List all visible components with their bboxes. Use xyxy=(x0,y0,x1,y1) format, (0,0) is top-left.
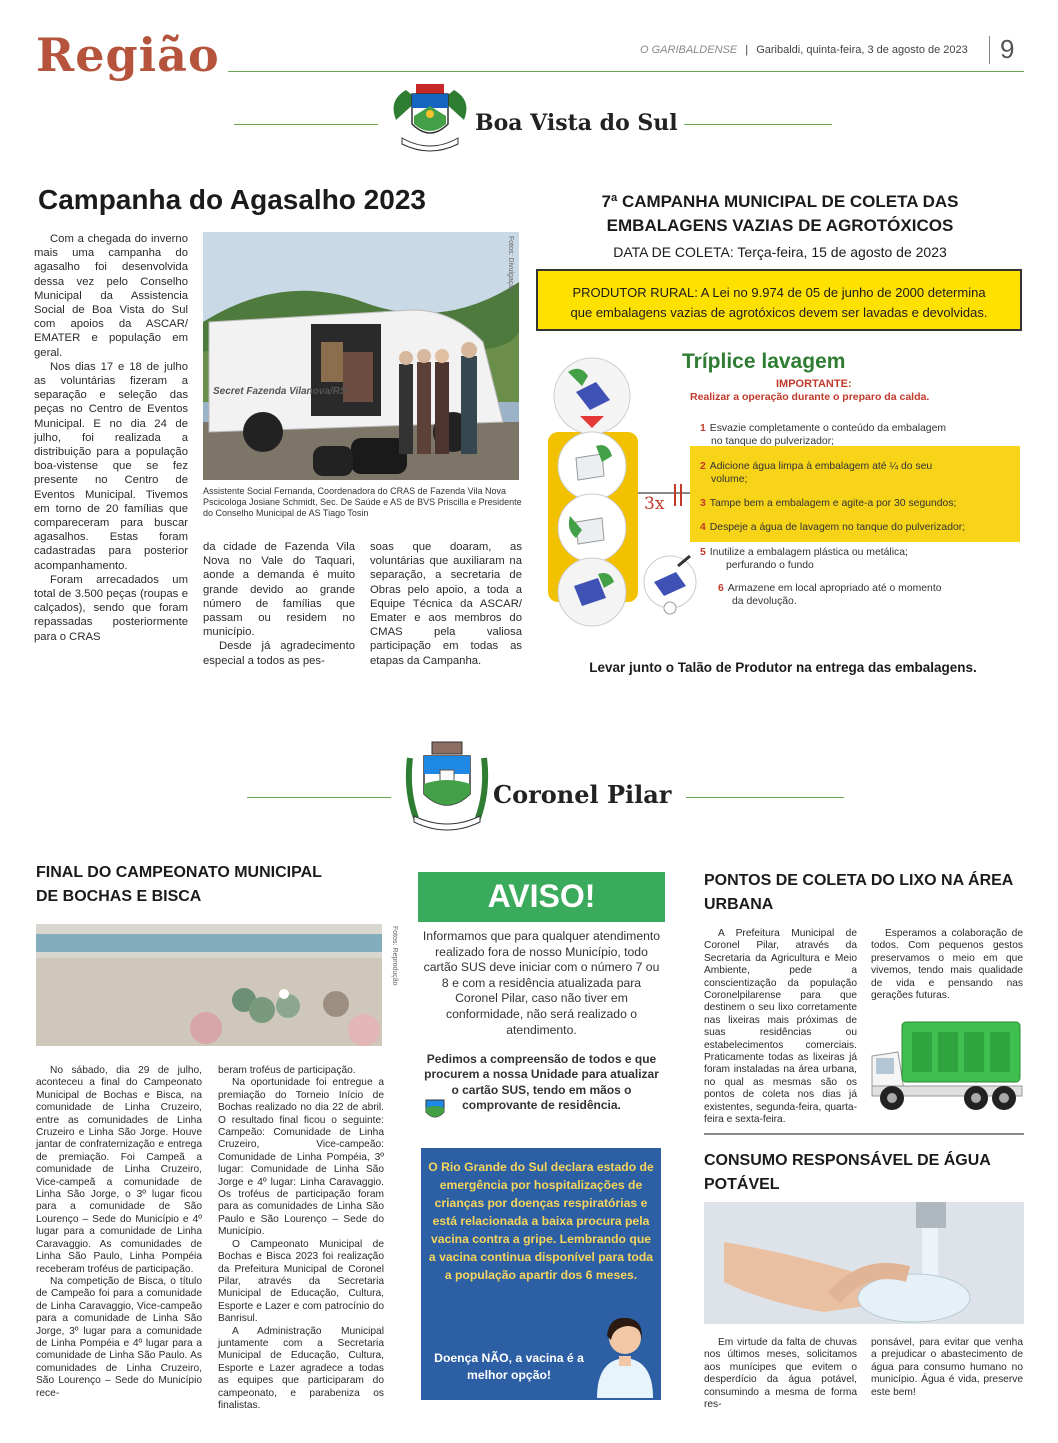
agrotox-notice-line1: PRODUTOR RURAL: A Lei no 9.974 de 05 de junho de 2000 determina xyxy=(572,285,986,300)
garbage-truck-illustration xyxy=(868,1012,1026,1116)
triple-wash-important: IMPORTANTE: xyxy=(776,378,852,390)
wash-step-number: 4 xyxy=(700,522,706,533)
bochas-photo xyxy=(36,924,382,1046)
agasalho-photo-credit: Fotos: Divulgação xyxy=(507,236,514,293)
agua-title-line1: CONSUMO RESPONSÁVEL DE ÁGUA xyxy=(704,1152,991,1169)
triple-wash-title: Tríplice lavagem xyxy=(682,350,846,373)
bochas-paragraph: beram troféus de participação. xyxy=(218,1065,356,1076)
wash-step-3 xyxy=(700,497,956,510)
agua-column-1 xyxy=(704,1337,857,1411)
paper-name: O GARIBALDENSE xyxy=(640,44,738,56)
boa-vista-crest-icon xyxy=(388,80,472,158)
wash-step-6 xyxy=(718,582,941,595)
agasalho-column-2 xyxy=(203,540,355,668)
bochas-title-line2: DE BOCHAS E BISCA xyxy=(36,888,202,905)
dateline: Garibaldi, quinta-feira, 3 de agosto de 2023 xyxy=(756,44,968,56)
bochas-paragraph: O Campeonato Municipal de Bochas e Bisca 2023 foi realização da Prefeitura Municipal de Coronel Pilar, através da Secretaria Municipal de Educação, Cultura, Esporte e Lazer e com patrocínio do Banrisul. xyxy=(218,1238,384,1325)
wash-step-text: Armazene em local apropriado até o momento xyxy=(727,583,942,594)
wash-step-text: Adicione água limpa à embalagem até ¼ do seu xyxy=(709,461,933,472)
nurse-illustration xyxy=(583,1308,663,1398)
triple-wash-important-sub: Realizar a operação durante o preparo da calda. xyxy=(690,391,930,403)
agua-paragraph: Em virtude da falta de chuvas nos últimos meses, solicitamos aos munícipes que evitem o desperdício da água potável, consumindo a mesma de forma res- xyxy=(704,1337,857,1411)
agrotox-date: DATA DE COLETA: Terça-feira, 15 de agosto de 2023 xyxy=(613,244,947,260)
lixo-column-2 xyxy=(871,928,1023,1002)
wash-step-number: 3 xyxy=(700,498,706,509)
agasalho-van-text: Secret Fazenda Vilanova/RS xyxy=(213,386,347,397)
section-title: Região xyxy=(36,28,220,82)
vacina-text: O Rio Grande do Sul declara estado de emergência por hospitalizações de crianças por doenças respiratórias e está relacionada a baixa procura pela vacina contra a gripe. Lembrando que a vacina continua disponível para toda a população apartir dos 6 meses. xyxy=(428,1160,654,1282)
agasalho-photo xyxy=(203,232,519,480)
bochas-column-1 xyxy=(36,1065,202,1400)
agua-title-line2: POTÁVEL xyxy=(704,1176,780,1193)
bochas-photo-credit: Fotos: Reprodução xyxy=(391,926,398,986)
coronel-pilar-crest-icon xyxy=(404,740,490,832)
agrotox-notice-box xyxy=(536,269,1022,331)
agasalho-paragraph: Foram arrecadados um total de 3.500 peças (roupas e calçados), sendo que foram repassadas posteriormente para o CRAS xyxy=(34,573,188,643)
lixo-paragraph: Esperamos a colaboração de todos. Com pequenos gestos preservamos o meio em que vivemos, tendo mais qualidade de vida e pensando nas gerações futuras. xyxy=(871,928,1023,1002)
agrotox-title-line2: EMBALAGENS VAZIAS DE AGROTÓXICOS xyxy=(606,216,954,235)
wash-step-number: 1 xyxy=(700,423,706,434)
wash-step-text: Esvazie completamente o conteúdo da embalagem xyxy=(709,423,947,434)
municipality-name-coronel-pilar: Coronel Pilar xyxy=(493,780,672,809)
wash-step-5-cont: perfurando o fundo xyxy=(726,560,814,571)
bochas-title-line1: FINAL DO CAMPEONATO MUNICIPAL xyxy=(36,864,322,881)
banner2-rule-right xyxy=(686,797,844,798)
header-dateline-block xyxy=(640,44,968,56)
agrotox-title-line1: 7ª CAMPANHA MUNICIPAL DE COLETA DAS xyxy=(601,192,959,211)
wash-step-number: 6 xyxy=(718,583,724,594)
wash-step-number: 5 xyxy=(700,547,706,558)
lixo-title-line1: PONTOS DE COLETA DO LIXO NA ÁREA xyxy=(704,872,1014,889)
municipality-name-boa-vista: Boa Vista do Sul xyxy=(475,110,678,136)
bochas-paragraph: Na competição de Bisca, o título de Campeão foi para a comunidade de Linha Caravaggio, Vice-campeão para a comunidade de Linha São Jorge, 3º lugar para a comunidade de Linha Pompéia e 4º lugar para a comunidade de Linha São Paulo. As comunidades de Linha Cruzeiro, São Lourenço – Sede do Município rece- xyxy=(36,1275,202,1399)
vacina-panel xyxy=(421,1148,661,1400)
header-separator: | xyxy=(745,44,749,56)
aviso-title-bar xyxy=(418,872,665,922)
agasalho-paragraph: da cidade de Fazenda Vila Nova no Vale do Taquari, aonde a demanda é muito grande devido ao grande número de famílias que passam ou residem no município. xyxy=(203,541,355,639)
agua-column-2 xyxy=(871,1337,1023,1399)
wash-step-4 xyxy=(700,521,965,534)
agrotox-footer: Levar junto o Talão de Produtor na entrega das embalagens. xyxy=(589,660,977,675)
agasalho-paragraph: soas que doaram, as voluntárias que auxiliaram na separação, a secretaria de Obras pelo apoio, a toda a Equipe Técnica da ASCAR/ Emater e aos membros do CMAS pela valiosa participação em todas as etapas da Campanha. xyxy=(370,541,522,667)
page-number-divider xyxy=(989,36,990,64)
lixo-title-line2: URBANA xyxy=(704,896,774,913)
wash-step-number: 2 xyxy=(700,461,706,472)
page-number: 9 xyxy=(1000,34,1015,64)
wash-step-text: Tampe bem a embalagem e agite-a por 30 segundos; xyxy=(709,498,957,509)
wash-step-text: Inutilize a embalagem plástica ou metálica; xyxy=(709,547,908,558)
aviso-title: AVISO! xyxy=(487,878,596,914)
bochas-paragraph: A Administração Municipal juntamente com a Secretaria Municipal de Educação, Cultura, Esporte e Lazer agradece a todas as equipes que participaram do campeonato, e parabeniza os finalistas. xyxy=(218,1325,384,1411)
banner1-rule-right xyxy=(684,124,832,125)
aviso-body: Informamos que para qualquer atendimento realizado fora de nosso Município, todo cartão SUS deve iniciar com o número 7 ou 8 e com a residência atualizada para Coronel Pilar, caso não tiver em conformidade, não será realizado o atendimento. xyxy=(422,929,661,1037)
aviso-bold: Pedimos a compreensão de todos e que procurem a nossa Unidade para atualizar o cartão SUS, tendo em mãos o comprovante de residência. xyxy=(424,1052,659,1113)
agasalho-column-1 xyxy=(34,232,188,644)
agasalho-paragraph: Com a chegada do inverno mais uma campanha do agasalho foi desenvolvida dessa vez pelo Conselho Municipal da Assistencia Social de Boa Vista do Sul com apoios da ASCAR/ EMATER e população em geral. xyxy=(34,233,188,359)
wash-step-5 xyxy=(700,546,908,559)
lixo-paragraph: A Prefeitura Municipal de Coronel Pilar, através da Secretaria da Agricultura e Meio Ambiente, pede a conscientização da população Coronelpilarense para que destinem o seu lixo corretamente nas lixeiras mais próximas de suas residências ou estabelecimentos comerciais. Praticamente todas as lixeiras já foram instaladas na área urbana, no qual as mesmas são os pontos de coleta nos dias já existentes, segunda-feira, quarta-feira e sexta-feira. xyxy=(704,928,857,1126)
wash-step-1 xyxy=(700,422,946,435)
banner2-rule-left xyxy=(247,797,391,798)
bochas-column-2 xyxy=(218,1065,384,1412)
agasalho-title: Campanha do Agasalho 2023 xyxy=(38,184,426,215)
header-rule xyxy=(228,71,1024,72)
lixo-column-1 xyxy=(704,928,857,1127)
bochas-paragraph: Na oportunidade foi entregue a premiação do Torneio Início de Bochas realizado no dia 22 de abril. O resultado final ficou o seguinte: Campeão: Comunidade de Linha Cruzeiro, Vice-campeão: Comunidade de Linha Pompéia, 3º lugar: Comunidade de Linha São Jorge e 4º lugar: Linha Caravaggio. Os troféus de participação foram para as comunidades de Linha São Paulo e São Lourenço – Sede do Município. xyxy=(218,1077,384,1238)
vacina-slogan: Doença NÃO, a vacina é a melhor opção! xyxy=(434,1351,584,1382)
aviso-crest-icon xyxy=(424,1098,446,1122)
lixo-divider xyxy=(704,1133,1024,1135)
agasalho-column-3 xyxy=(370,540,522,668)
triple-wash-times: 3x xyxy=(644,494,665,514)
bochas-paragraph: No sábado, dia 29 de julho, aconteceu a final do Campeonato Municipal de Bochas e Bisca, na comunidade de Linha Cruzeiro, entre as comunidades de Linha Cruzeiro e Linha São Jorge. Houve jantar de confraternização e entrega de premiação. Foi Campeã a comunidade de Linha Cruzeiro, Vice-campeã a comunidade de Linha São Jorge, o 3º lugar ficou para a comunidade de São Lourenço – Sede do Município e 4º lugar para a comunidade de Linha Caravaggio. As comunidades de Linha São Paulo, Linha Pompéia receberam troféus de participação. xyxy=(36,1065,202,1275)
wash-step-2 xyxy=(700,460,932,473)
agua-paragraph: ponsável, para evitar que venha a prejudicar o abastecimento de água para consumo humano no município. Água é vida, preserve este bem! xyxy=(871,1337,1023,1398)
agasalho-paragraph: Nos dias 17 e 18 de julho as voluntárias fizeram a separação e seleção das peças no Centro de Eventos Municipal. E no dia 24 de julho, foi realizada a distribuição para a população boa-vistense que se fez presente no Centro de Eventos Municipal. Tivemos em torno de 20 famílias que compareceram para buscar agasalhos. Estas foram cadastradas para posterior acompanhamento. xyxy=(34,360,188,572)
agua-photo xyxy=(704,1202,1024,1324)
banner1-rule-left xyxy=(234,124,378,125)
wash-step-6-cont: da devolução. xyxy=(732,596,797,607)
wash-step-2-cont: volume; xyxy=(711,474,748,485)
wash-step-text: Despeje a água de lavagem no tanque do pulverizador; xyxy=(709,522,966,533)
wash-step-1-cont: no tanque do pulverizador; xyxy=(711,436,835,447)
agasalho-photo-caption: Assistente Social Fernanda, Coordenadora do CRAS de Fazenda Vila Nova Pscicologa Josiane Schmidt, Sec. De Saúde e AS de BVS Priscilla e Presidente do Conselho Municipal de AS Tiago Tosin xyxy=(203,486,522,518)
agrotox-notice-line2: que embalagens vazias de agrotóxicos devem ser lavadas e devolvidas. xyxy=(570,305,988,320)
agasalho-paragraph: Desde já agradecimento especial a todos as pes- xyxy=(203,640,355,667)
